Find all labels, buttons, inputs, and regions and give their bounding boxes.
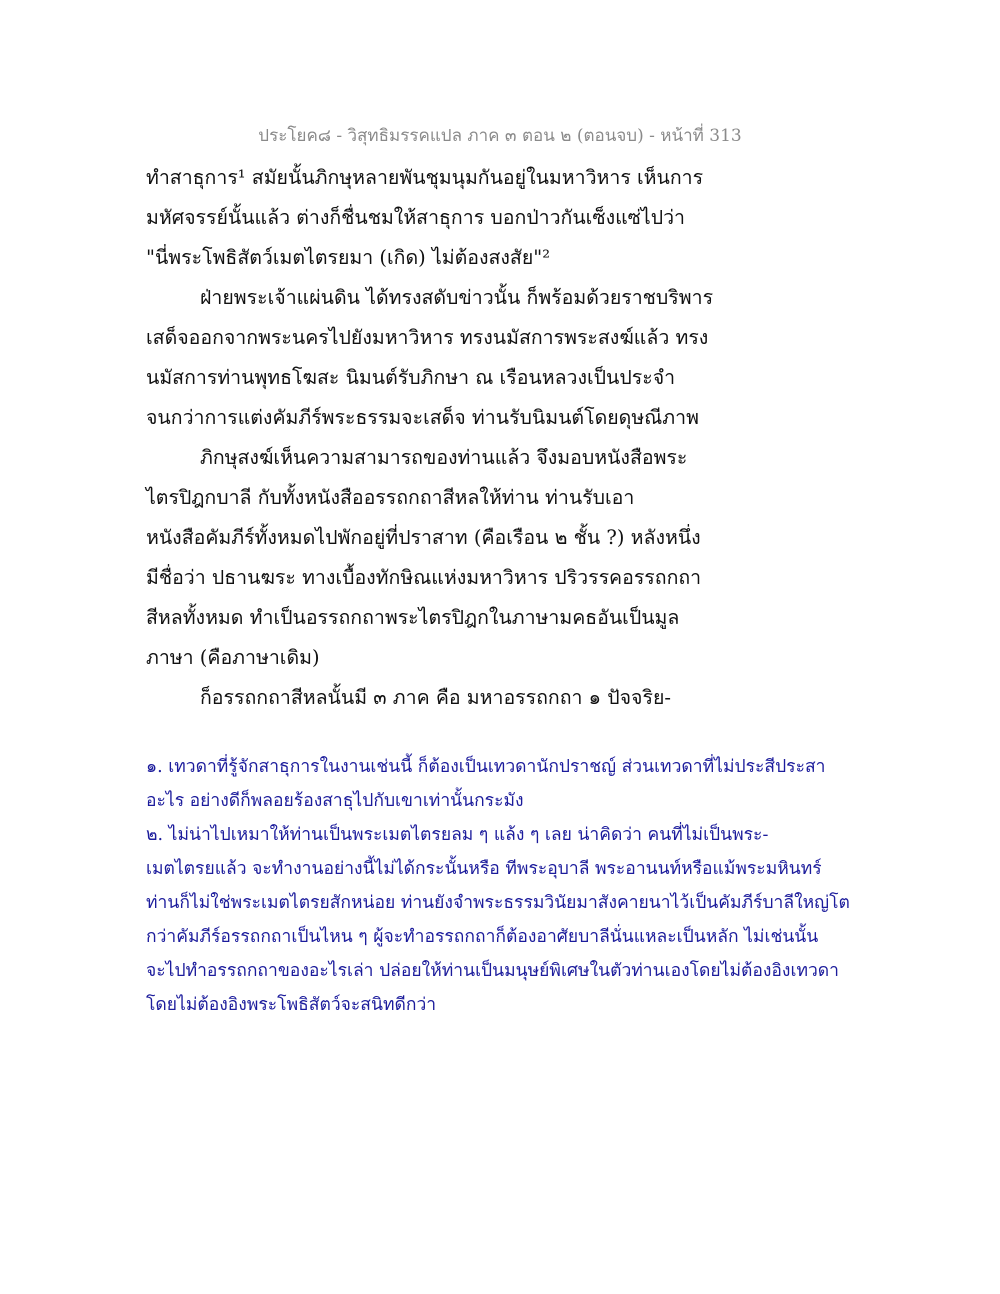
footnote-line: ๑. เทวดาที่รู้จักสาธุการในงานเช่นนี้ ก็ต้องเป็นเทวดานักปราชญ์ ส่วนเทวดาที่ไม่ประสีประสา	[146, 757, 826, 777]
text-line: ภาษา (คือภาษาเดิม)	[146, 646, 320, 669]
text-line: ทำสาธุการ¹ สมัยนั้นภิกษุหลายพันชุมนุมกันอยู่ในมหาวิหาร เห็นการ	[146, 166, 704, 189]
paragraph-start-line: ภิกษุสงฆ์เห็นความสามารถของท่านแล้ว จึงมอบหนังสือพระ	[200, 446, 688, 469]
running-header: ประโยค๘ - วิสุทธิมรรคแปล ภาค ๓ ตอน ๒ (ตอนจบ) - หน้าที่ 313	[258, 126, 742, 146]
footnote-line: กว่าคัมภีร์อรรถกถาเป็นไหน ๆ ผู้จะทำอรรถกถาก็ต้องอาศัยบาลีนั่นแหละเป็นหลัก ไม่เช่นนั้น	[146, 927, 819, 947]
text-line: "นี่พระโพธิสัตว์เมตไตรยมา (เกิด) ไม่ต้องสงสัย"²	[146, 246, 551, 269]
footnote-line: ๒. ไม่น่าไปเหมาให้ท่านเป็นพระเมตไตรยลม ๆ แล้ง ๆ เลย น่าคิดว่า คนที่ไม่เป็นพระ-	[146, 825, 769, 845]
footnote-line: จะไปทำอรรถกถาของอะไรเล่า ปล่อยให้ท่านเป็นมนุษย์พิเศษในตัวท่านเองโดยไม่ต้องอิงเทวดา	[146, 961, 840, 981]
text-line: ไตรปิฎกบาลี กับทั้งหนังสืออรรถกถาสีหลให้ท่าน ท่านรับเอา	[146, 486, 635, 509]
footnote-line: โดยไม่ต้องอิงพระโพธิสัตว์จะสนิทดีกว่า	[146, 995, 437, 1015]
main-text	[146, 158, 866, 718]
footnote-line: ท่านก็ไม่ใช่พระเมตไตรยสักหน่อย ท่านยังจำพระธรรมวินัยมาสังคายนาไว้เป็นคัมภีร์บาลีใหญ่โต	[146, 893, 850, 913]
text-line: จนกว่าการแต่งคัมภีร์พระธรรมจะเสด็จ ท่านรับนิมนต์โดยดุษณีภาพ	[146, 406, 699, 429]
text-line: นมัสการท่านพุทธโฆสะ นิมนต์รับภิกษา ณ เรือนหลวงเป็นประจำ	[146, 366, 676, 389]
footnote-line: เมตไตรยแล้ว จะทำงานอย่างนี้ไม่ได้กระนั้นหรือ ทีพระอุบาลี พระอานนท์หรือแม้พระมหินทร์	[146, 859, 822, 879]
text-line: สีหลทั้งหมด ทำเป็นอรรถกถาพระไตรปิฎกในภาษามคธอันเป็นมูล	[146, 606, 680, 629]
paragraph-start-line: ฝ่ายพระเจ้าแผ่นดิน ได้ทรงสดับข่าวนั้น ก็พร้อมด้วยราชบริพาร	[200, 286, 714, 309]
footnotes	[146, 750, 886, 1022]
footnote-line: อะไร อย่างดีก็พลอยร้องสาธุไปกับเขาเท่านั้นกระมัง	[146, 791, 524, 811]
paragraph-start-line: ก็อรรถกถาสีหลนั้นมี ๓ ภาค คือ มหาอรรถกถา ๑ ปัจจริย-	[200, 686, 671, 709]
text-line: หนังสือคัมภีร์ทั้งหมดไปพักอยู่ที่ปราสาท (คือเรือน ๒ ชั้น ?) หลังหนึ่ง	[146, 526, 701, 549]
text-line: มหัศจรรย์นั้นแล้ว ต่างก็ชื่นชมให้สาธุการ บอกป่าวกันเซ็งแซ่ไปว่า	[146, 206, 685, 229]
text-line: เสด็จออกจากพระนครไปยังมหาวิหาร ทรงนมัสการพระสงฆ์แล้ว ทรง	[146, 326, 709, 349]
text-line: มีชื่อว่า ปธานฆระ ทางเบื้องทักษิณแห่งมหาวิหาร ปริวรรคอรรถกถา	[146, 566, 702, 589]
